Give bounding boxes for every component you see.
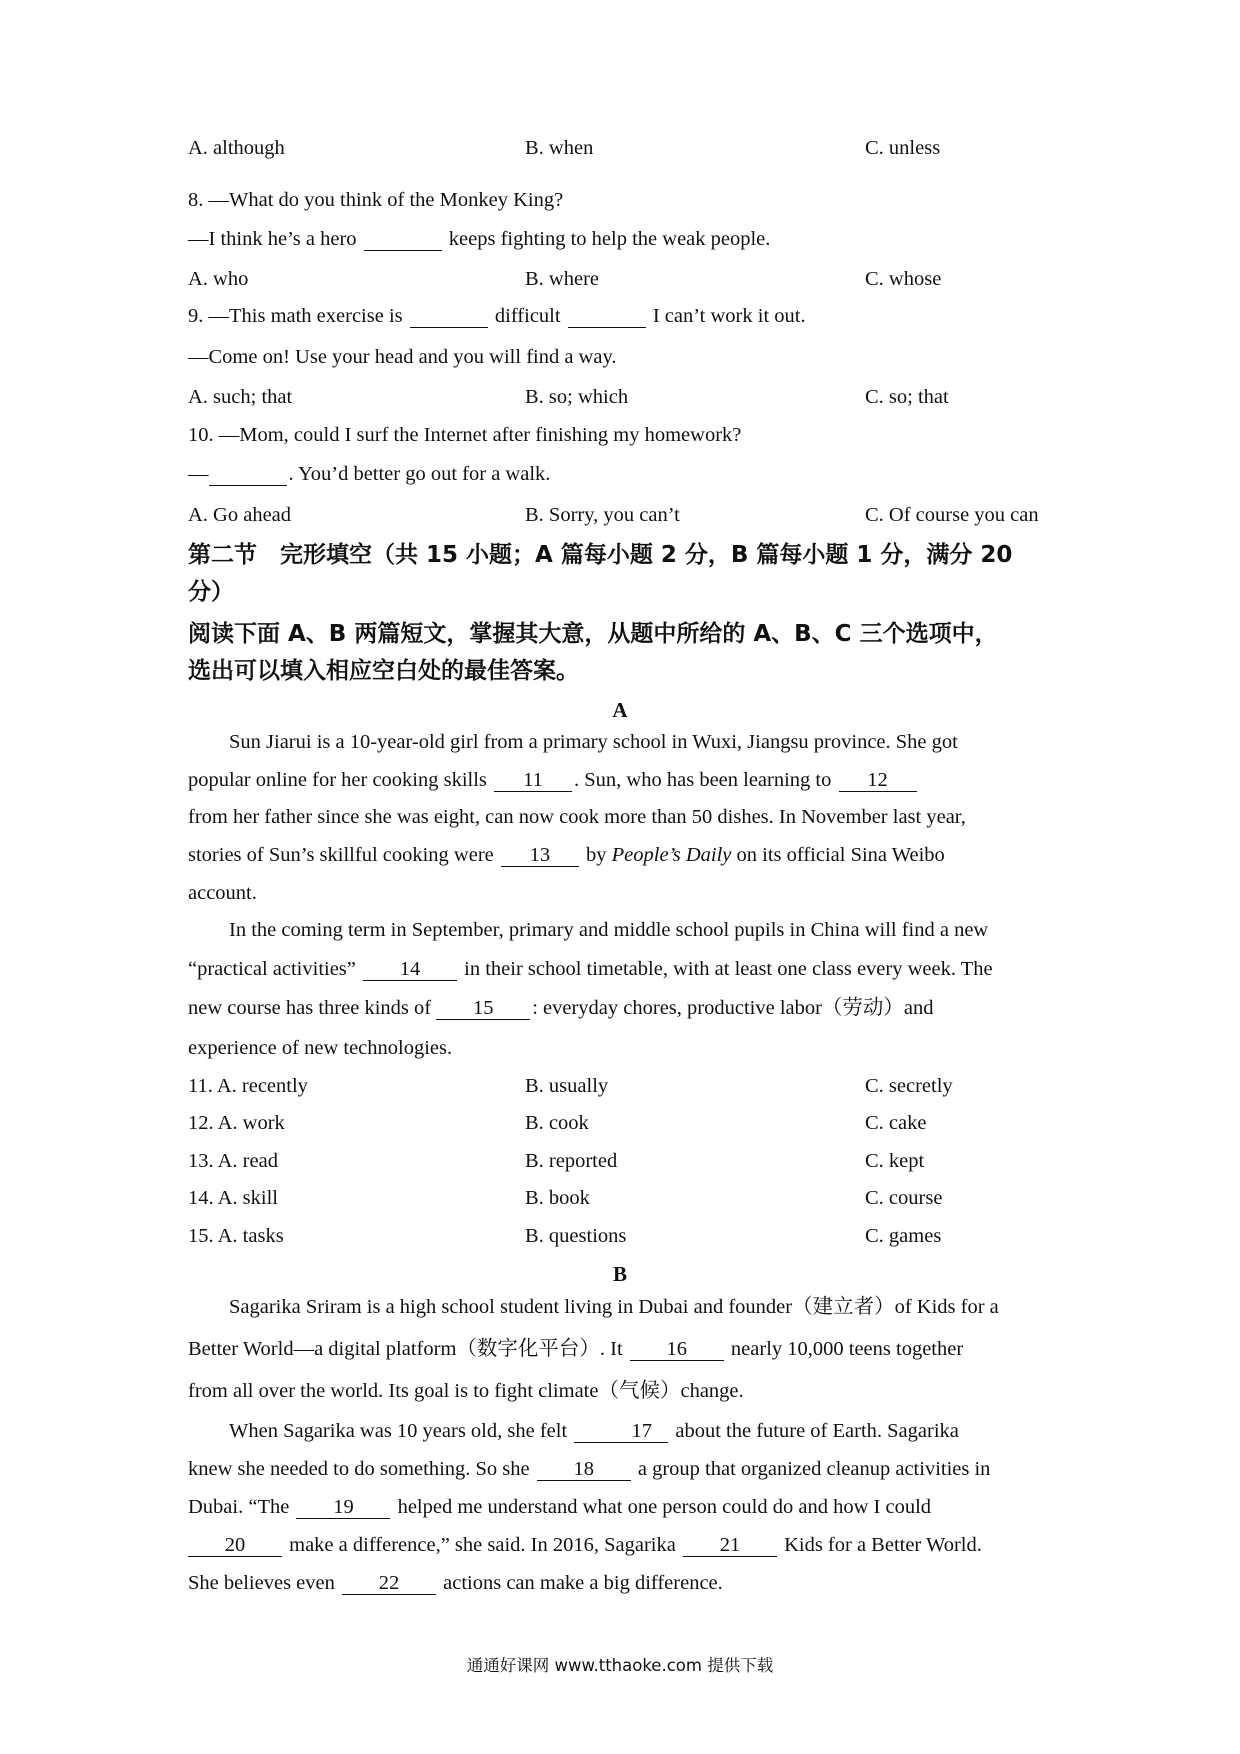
option-12-c: C. cake: [865, 1112, 927, 1134]
passage-b-text: knew she needed to do something. So she: [188, 1458, 530, 1480]
q9-blank-1[interactable]: [410, 305, 488, 328]
q9-stem-part3: I can’t work it out.: [652, 305, 806, 327]
option-15-a: 15. A. tasks: [188, 1225, 284, 1247]
passage-b-text: a group that organized cleanup activities in: [637, 1458, 991, 1480]
passage-a-heading: A: [612, 698, 628, 722]
q8-stem: 8. —What do you think of the Monkey King?: [188, 189, 564, 211]
option-11-a: 11. A. recently: [188, 1075, 308, 1097]
option-13-a: 13. A. read: [188, 1150, 278, 1172]
blank-14[interactable]: 14: [363, 958, 457, 981]
q10-option-b: B. Sorry, you can’t: [525, 504, 680, 526]
blank-19[interactable]: 19: [296, 1496, 390, 1519]
q10-option-a: A. Go ahead: [188, 504, 292, 526]
option-14-b: B. book: [525, 1187, 590, 1209]
page-footer: 通通好课网 www.tthaoke.com 提供下载: [466, 1656, 774, 1675]
q7-option-b: B. when: [525, 137, 594, 159]
blank-13[interactable]: 13: [501, 844, 579, 867]
q10-reply: [188, 461, 1068, 487]
q7-option-c: C. unless: [865, 137, 941, 159]
q10-option-c: C. Of course you can: [865, 504, 1039, 526]
passage-b-text: When Sagarika was 10 years old, she felt: [229, 1420, 568, 1442]
passage-a-p1-line2: [188, 767, 1068, 793]
passage-b-p1-line3: from all over the world. Its goal is to fight climate（气候）change.: [188, 1380, 744, 1402]
passage-b-p2-line3: [188, 1494, 1068, 1520]
q9-option-a: A. such; that: [188, 386, 293, 408]
passage-b-p1-line2: [188, 1336, 1068, 1362]
q9-stem-part1: 9. —This math exercise is: [188, 305, 403, 327]
q9-stem: [188, 303, 1068, 329]
q9-option-b: B. so; which: [525, 386, 629, 408]
passage-a-text: on its official Sina Weibo: [736, 844, 945, 866]
passage-b-text: Better World—a digital platform（数字化平台）. It: [188, 1338, 623, 1360]
passage-a-text: “practical activities”: [188, 958, 356, 980]
blank-17[interactable]: 17: [574, 1420, 668, 1443]
passage-a-p1-line4: [188, 842, 1068, 868]
option-11-c: C. secretly: [865, 1075, 953, 1097]
passage-b-heading: B: [612, 1262, 627, 1286]
blank-21[interactable]: 21: [683, 1534, 777, 1557]
q9-stem-part2: difficult: [494, 305, 561, 327]
passage-a-p1-line5: account.: [188, 882, 257, 904]
passage-a-p2-line1: In the coming term in September, primary and middle school pupils in China will find a new: [229, 919, 989, 941]
q8-blank[interactable]: [364, 228, 442, 251]
passage-b-text: make a difference,” she said. In 2016, Sagarika: [289, 1534, 676, 1556]
passage-a-text: in their school timetable, with at least one class every week. The: [464, 958, 993, 980]
option-13-b: B. reported: [525, 1150, 618, 1172]
q10-reply-after: . You’d better go out for a walk.: [288, 463, 551, 485]
q8-reply: [188, 226, 1068, 252]
blank-16[interactable]: 16: [630, 1338, 724, 1361]
passage-a-text: new course has three kinds of: [188, 997, 432, 1019]
passage-a-text: by: [586, 844, 607, 866]
blank-12[interactable]: 12: [839, 769, 917, 792]
passage-a-text: : everyday chores, productive labor（劳动）and: [532, 997, 934, 1019]
option-15-b: B. questions: [525, 1225, 627, 1247]
passage-b-text: nearly 10,000 teens together: [730, 1338, 964, 1360]
passage-b-text: Dubai. “The: [188, 1496, 290, 1518]
passage-a-p2-line2: [188, 956, 1068, 982]
newspaper-name: People’s Daily: [611, 844, 732, 866]
passage-b-text: about the future of Earth. Sagarika: [675, 1420, 959, 1442]
section2-instruction-line2: 选出可以填入相应空白处的最佳答案。: [188, 658, 579, 684]
q8-option-c: C. whose: [865, 268, 942, 290]
option-14-a: 14. A. skill: [188, 1187, 278, 1209]
passage-b-text: helped me understand what one person could do and how I could: [397, 1496, 932, 1518]
blank-18[interactable]: 18: [537, 1458, 631, 1481]
passage-b-p1-line1: Sagarika Sriram is a high school student living in Dubai and founder（建立者）of Kids for a: [229, 1296, 999, 1318]
q9-option-c: C. so; that: [865, 386, 949, 408]
blank-11[interactable]: 11: [494, 769, 572, 792]
option-14-c: C. course: [865, 1187, 943, 1209]
blank-22[interactable]: 22: [342, 1572, 436, 1595]
section2-title-line1: 第二节 完形填空（共 15 小题；A 篇每小题 2 分，B 篇每小题 1 分，满分 20: [188, 542, 1013, 568]
passage-b-p2-line2: [188, 1456, 1068, 1482]
q8-reply-after: keeps fighting to help the weak people.: [448, 228, 771, 250]
passage-a-p2-line4: experience of new technologies.: [188, 1037, 453, 1059]
q7-option-a: A. although: [188, 137, 285, 159]
q10-stem: 10. —Mom, could I surf the Internet after finishing my homework?: [188, 424, 742, 446]
passage-a-text: . Sun, who has been learning to: [574, 769, 832, 791]
q10-reply-before: —: [188, 463, 209, 485]
passage-a-p1-line1: Sun Jiarui is a 10-year-old girl from a primary school in Wuxi, Jiangsu province. She got: [229, 731, 958, 753]
passage-b-text: actions can make a big difference.: [443, 1572, 723, 1594]
passage-b-p2-line4: [188, 1532, 1068, 1558]
option-11-b: B. usually: [525, 1075, 609, 1097]
passage-b-text: She believes even: [188, 1572, 335, 1594]
passage-b-p2-line1: [188, 1418, 1068, 1444]
option-12-a: 12. A. work: [188, 1112, 285, 1134]
blank-20[interactable]: 20: [188, 1534, 282, 1557]
blank-15[interactable]: 15: [436, 997, 530, 1020]
passage-a-text: popular online for her cooking skills: [188, 769, 487, 791]
option-12-b: B. cook: [525, 1112, 589, 1134]
passage-b-text: Kids for a Better World.: [784, 1534, 982, 1556]
q8-reply-before: —I think he’s a hero: [188, 228, 357, 250]
passage-b-p2-line5: [188, 1570, 1068, 1596]
q8-option-b: B. where: [525, 268, 600, 290]
section2-instruction-line1: 阅读下面 A、B 两篇短文，掌握其大意，从题中所给的 A、B、C 三个选项中，: [188, 621, 998, 647]
option-15-c: C. games: [865, 1225, 942, 1247]
q10-blank[interactable]: [209, 463, 287, 486]
passage-a-p1-line3: from her father since she was eight, can now cook more than 50 dishes. In November last year,: [188, 806, 966, 828]
q9-blank-2[interactable]: [568, 305, 646, 328]
q9-reply: —Come on! Use your head and you will find a way.: [188, 346, 617, 368]
passage-a-p2-line3: [188, 995, 1068, 1021]
q8-option-a: A. who: [188, 268, 249, 290]
option-13-c: C. kept: [865, 1150, 925, 1172]
passage-a-text: stories of Sun’s skillful cooking were: [188, 844, 494, 866]
section2-title-line2: 分）: [188, 579, 234, 605]
